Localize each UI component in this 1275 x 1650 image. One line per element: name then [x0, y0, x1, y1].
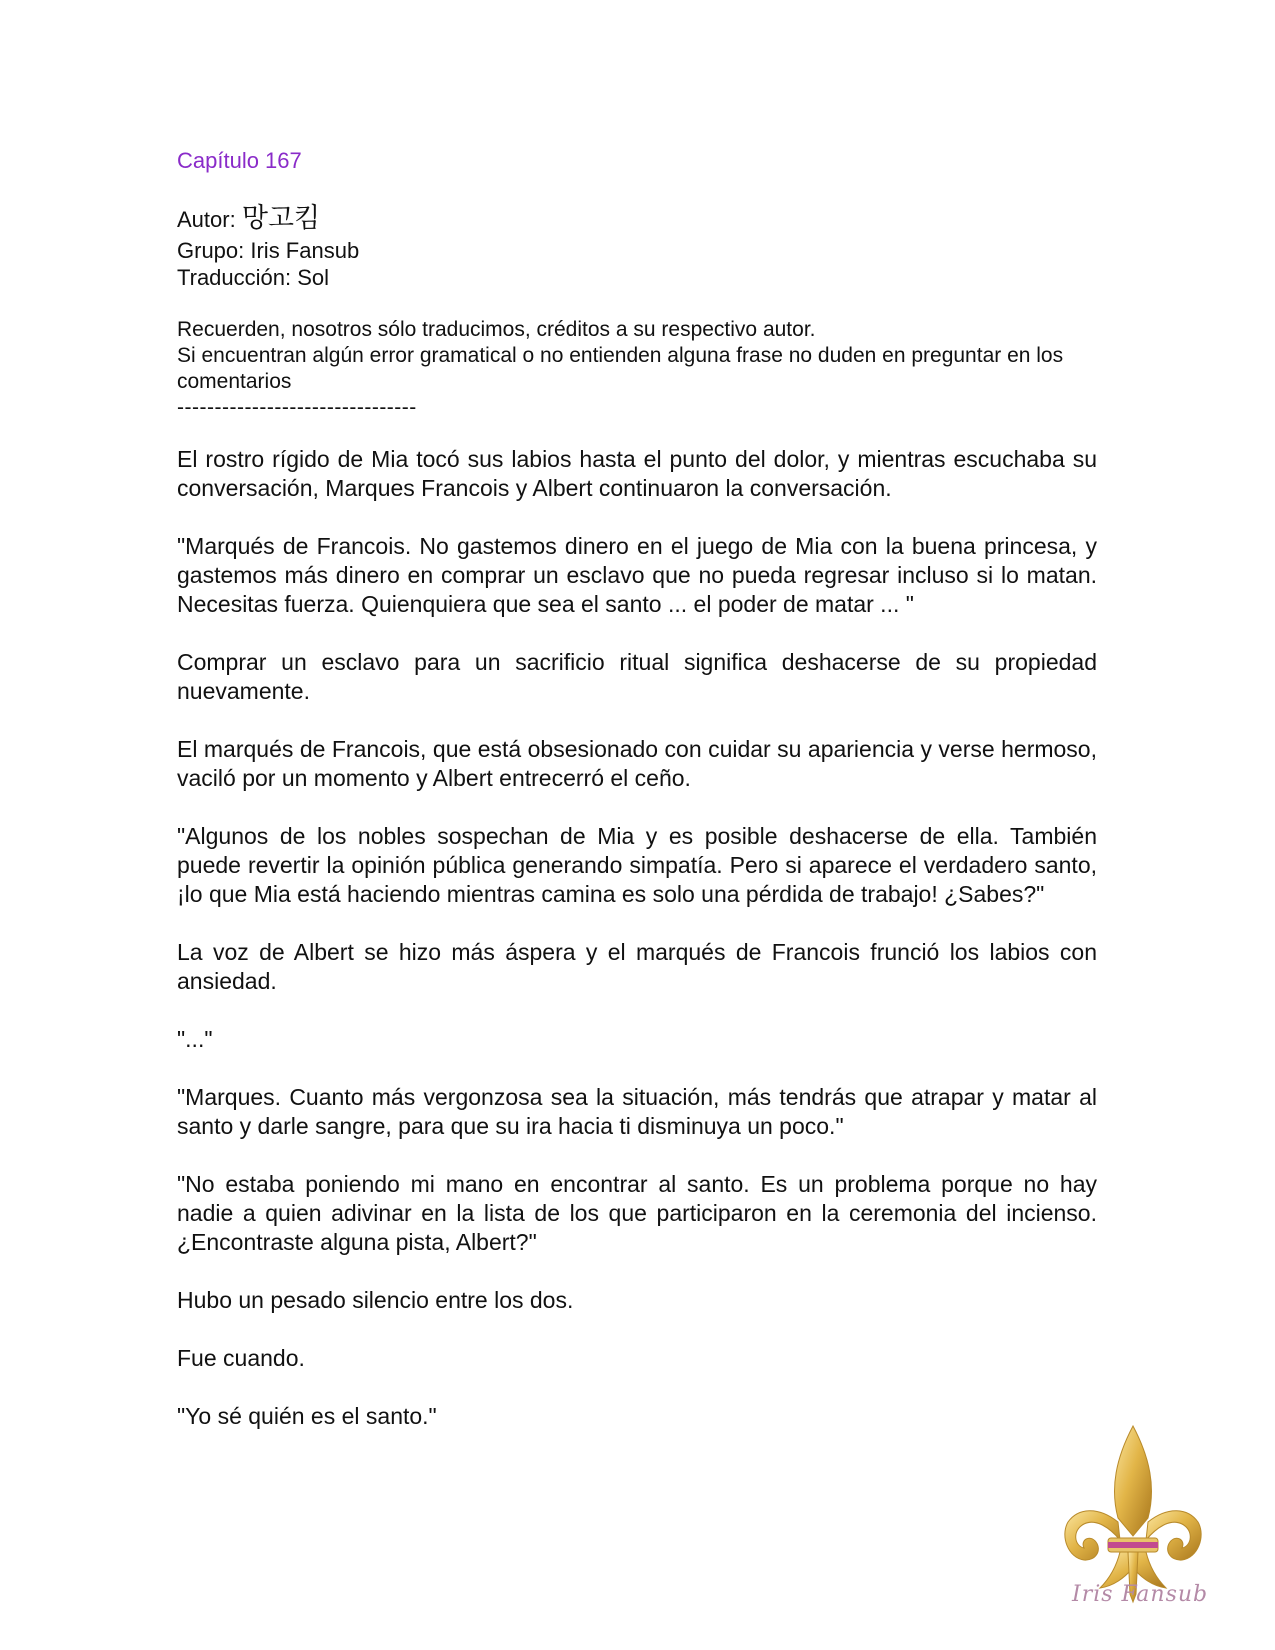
story-paragraph: "Marques. Cuanto más vergonzosa sea la situación, más tendrás que atrapar y matar al santo y darle sangre, para que su ira hacia ti disminuya un poco.": [177, 1084, 1097, 1139]
story-paragraph: Fue cuando.: [177, 1345, 305, 1371]
author-label: Autor:: [177, 207, 242, 232]
story-paragraph: El rostro rígido de Mia tocó sus labios hasta el punto del dolor, y mientras escuchaba su conversación, Marques Francois y Albert continuaron la conversación.: [177, 446, 1097, 501]
story-paragraph: El marqués de Francois, que está obsesionado con cuidar su apariencia y verse hermoso, vaciló por un momento y Albert entrecerró el ceño.: [177, 736, 1097, 791]
credits-block: [177, 202, 1097, 291]
story-paragraph: "Marqués de Francois. No gastemos dinero en el juego de Mia con la buena princesa, y gastemos más dinero en comprar un esclavo que no pueda regresar incluso si lo matan. Necesitas fuerza. Quienquiera que sea el santo ... el poder de matar ... ": [177, 533, 1097, 617]
divider: --------------------------------: [177, 396, 417, 419]
group-line: Grupo: Iris Fansub: [177, 238, 360, 263]
story-paragraph: "...": [177, 1026, 213, 1052]
author-line: [177, 202, 1097, 237]
story-paragraph: "Algunos de los nobles sospechan de Mia y es posible deshacerse de ella. También puede revertir la opinión pública generando simpatía. Pero si aparece el verdadero santo, ¡lo que Mia está haciendo mientras camina es solo una pérdida de trabajo! ¿Sabes?": [177, 823, 1097, 907]
story-body: [177, 445, 1097, 1431]
story-paragraph: Comprar un esclavo para un sacrificio ritual significa deshacerse de su propiedad nuevamente.: [177, 649, 1097, 704]
notice-line-2: Si encuentran algún error gramatical o no entienden alguna frase no duden en preguntar en los comentarios: [177, 344, 1064, 393]
document-page: [177, 146, 1097, 1460]
story-paragraph: Hubo un pesado silencio entre los dos.: [177, 1287, 574, 1313]
story-paragraph: "Yo sé quién es el santo.": [177, 1403, 437, 1429]
translator-notice: [177, 317, 1097, 421]
translation-line: Traducción: Sol: [177, 265, 330, 290]
notice-line-1: Recuerden, nosotros sólo traducimos, créditos a su respectivo autor.: [177, 318, 816, 341]
story-paragraph: "No estaba poniendo mi mano en encontrar al santo. Es un problema porque no hay nadie a quien adivinar en la lista de los que participaron en la ceremonia del incienso. ¿Encontraste alguna pista, Albert?": [177, 1171, 1097, 1255]
logo-caption: Iris Fansub: [1072, 1582, 1209, 1607]
author-name: 망고킴: [241, 203, 321, 234]
story-paragraph: La voz de Albert se hizo más áspera y el marqués de Francois frunció los labios con ansiedad.: [177, 939, 1097, 994]
chapter-title: Capítulo 167: [177, 148, 302, 173]
